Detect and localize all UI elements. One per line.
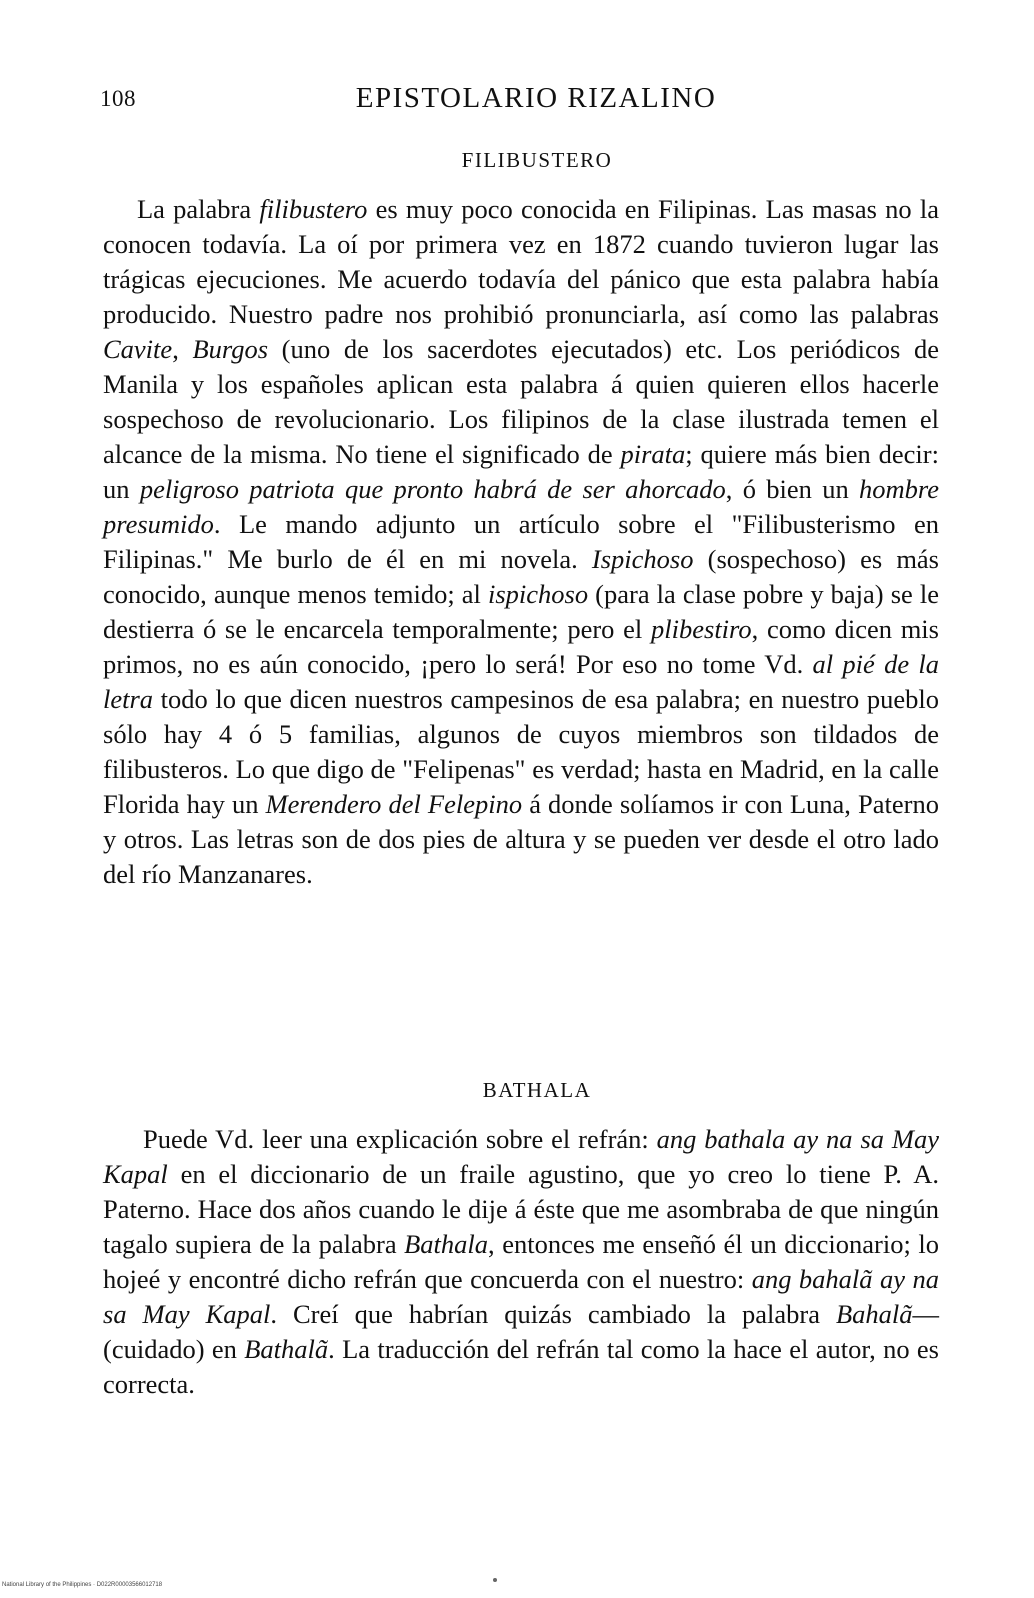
italic-run: Cavite: [103, 334, 173, 364]
text-run: todo lo que dicen nuestros campesinos de esa palabra; en nuestro pueblo sólo hay 4 ó 5 familias, algunos de cuyos miembros son tildados de filibusteros. Lo que digo de "Felipenas" es verdad; hasta en Madrid, en la calle Florida hay un: [103, 684, 939, 819]
italic-run: plibestiro: [651, 614, 752, 644]
paragraph-filibustero: [103, 192, 939, 892]
text-run: . Creí que habrían quizás cambiado la palabra: [270, 1299, 836, 1329]
italic-run: pirata: [620, 439, 686, 469]
italic-run: Burgos: [192, 334, 269, 364]
italic-run: Bathala: [404, 1229, 489, 1259]
page-dot: [493, 1578, 497, 1582]
text-run: ; quiere más bien decir: un: [103, 439, 939, 504]
text-run: (uno de los sacerdotes ejecutados) etc. Los periódicos de Manila y los españoles aplican esta palabra á quien quieren ellos hacerle sospechoso de revolucionario. Los filipinos de la clase ilustrada temen el alcance de la misma. No tiene el significado de: [103, 334, 939, 469]
text-run: Puede Vd. leer una explicación sobre el refrán:: [143, 1124, 657, 1154]
footer-credit: National Library of the Philippines · D022R00003566012718: [2, 1582, 163, 1588]
section-title-filibustero: FILIBUSTERO: [461, 148, 613, 172]
italic-run: ang bahalã ay na sa May Kapal: [103, 1264, 940, 1329]
italic-run: Ispichoso: [591, 544, 694, 574]
text-run: (para la clase pobre y baja) se le destierra ó se le encarcela temporalmente; pero el: [103, 579, 939, 644]
text-run: es muy poco conocida en Filipinas. Las masas no la conocen todavía. La oí por primera vez en 1872 cuando tuvieron lugar las trágicas ejecuciones. Me acuerdo todavía del pánico que esta palabra había producido. Nuestro padre nos prohibió pronunciarla, así como las palabras: [103, 194, 939, 329]
italic-run: al pié de la letra: [103, 649, 939, 714]
italic-run: Bahalã: [835, 1299, 913, 1329]
text-run: , ó bien un: [725, 474, 860, 504]
text-run: (sospechoso) es más conocido, aunque menos temido; al: [103, 544, 939, 609]
italic-run: ispichoso: [487, 579, 589, 609]
text-run: en el diccionario de un fraile agustino, que yo creo lo tiene P. A. Paterno. Hace dos años cuando le dije á éste que me asombraba de que ningún tagalo supiera de la palabra: [103, 1159, 939, 1259]
italic-run: ang bathala ay na sa May Kapal: [103, 1124, 939, 1189]
text-run: á donde solíamos ir con Luna, Paterno y otros. Las letras son de dos pies de altura y se pueden ver desde el otro lado del río Manzanares.: [103, 789, 939, 889]
paragraph-bathala: [103, 1122, 939, 1402]
text-run: , como dicen mis primos, no es aún conocido, ¡pero lo será! Por eso no tome Vd.: [103, 614, 939, 679]
text-run: , entonces me enseñó él un diccionario; lo hojeé y encontré dicho refrán que concuerda con el nuestro:: [103, 1229, 939, 1294]
text-run: ,: [172, 334, 193, 364]
italic-run: peligroso patriota que pronto habrá de ser ahorcado: [139, 474, 726, 504]
text-run: —(cuidado) en: [103, 1299, 940, 1364]
text-run: . La traducción del refrán tal como la hace el autor, no es correcta.: [103, 1334, 939, 1399]
italic-run: Merendero del Felepino: [265, 789, 523, 819]
italic-run: filibustero: [259, 194, 368, 224]
page-number: 108: [100, 86, 136, 111]
section-title-bathala: BATHALA: [482, 1078, 592, 1102]
running-head: EPISTOLARIO RIZALINO: [355, 82, 717, 114]
italic-run: hombre presumido: [103, 474, 940, 539]
text-run: . Le mando adjunto un artículo sobre el "Filibusterismo en Filipinas." Me burlo de él en mi novela.: [103, 509, 939, 574]
text-run: La palabra: [137, 194, 260, 224]
italic-run: Bathalã: [244, 1334, 329, 1364]
